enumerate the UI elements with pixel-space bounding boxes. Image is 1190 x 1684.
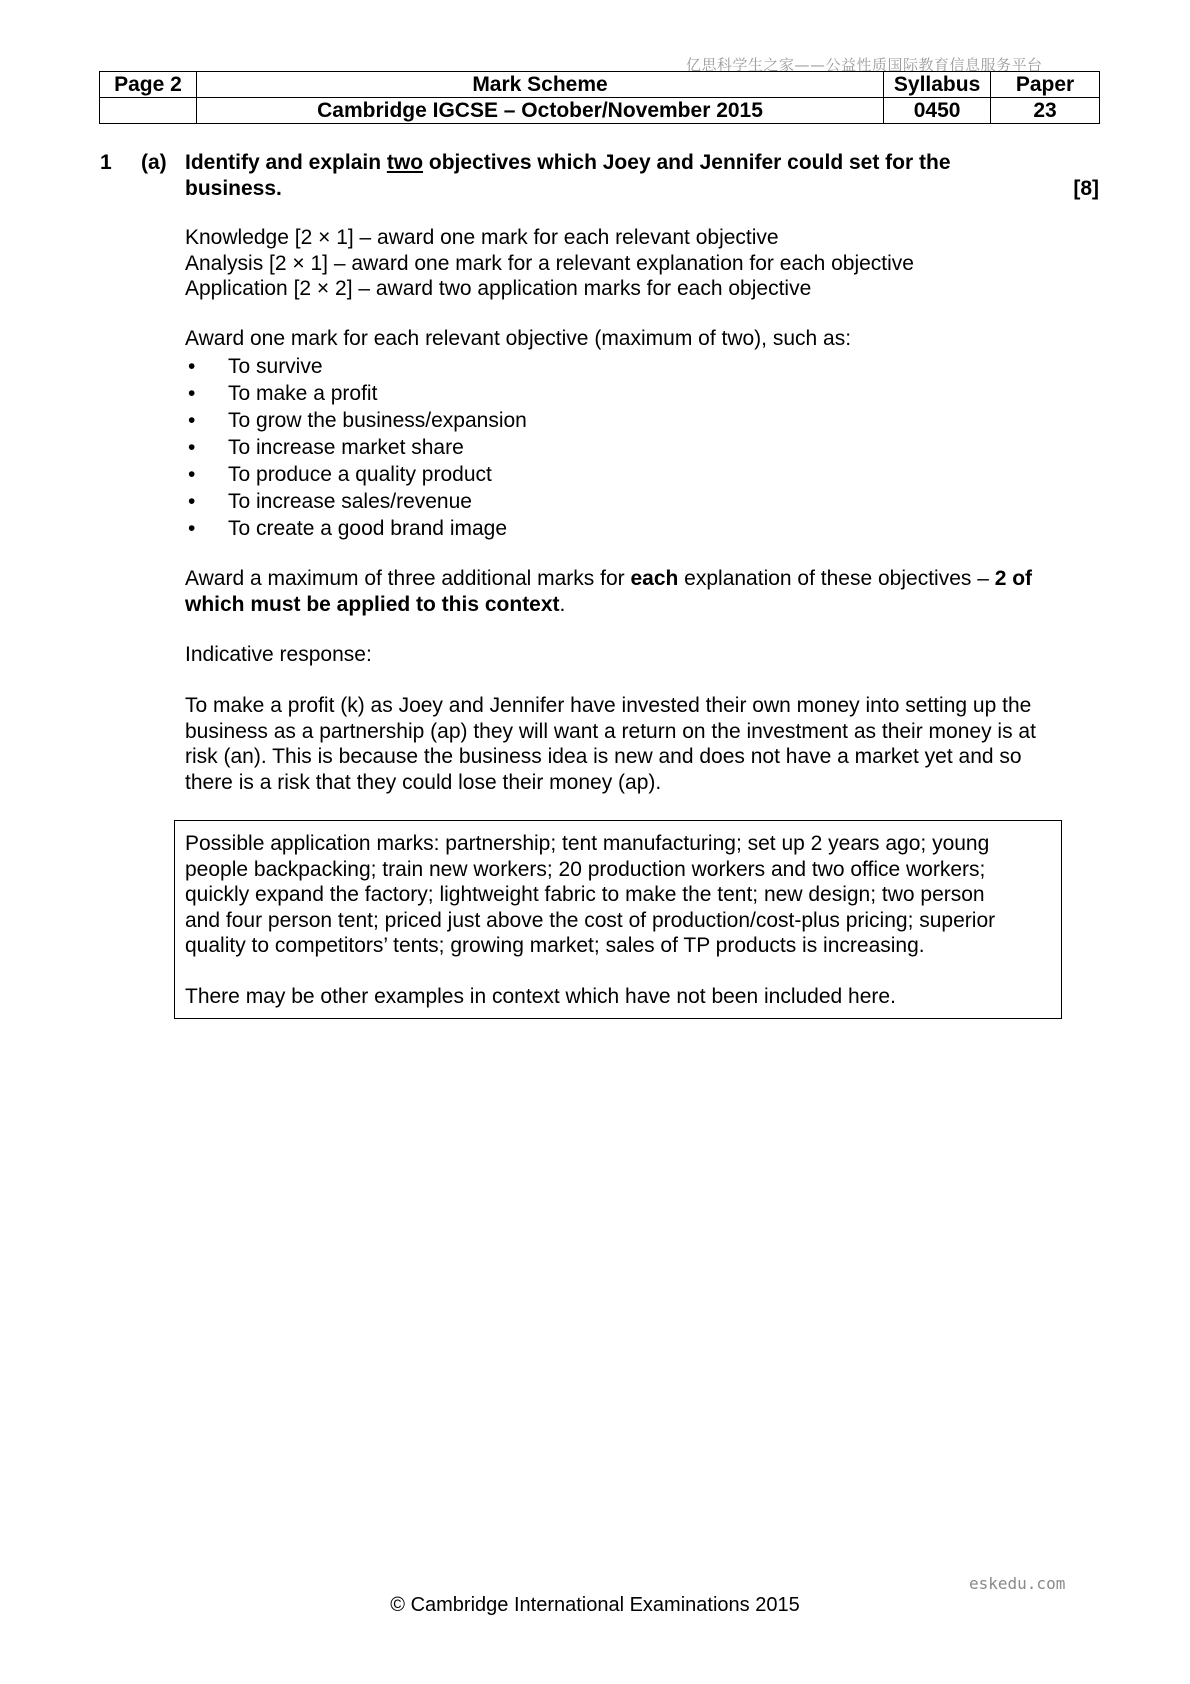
question-text bbox=[185, 150, 1015, 201]
syllabus-code: 0450 bbox=[884, 98, 991, 124]
criteria-list bbox=[185, 225, 1095, 302]
page-number: Page 2 bbox=[100, 72, 197, 98]
bullet-icon: • bbox=[188, 409, 196, 432]
indicative-line: To make a profit (k) as Joey and Jennifer have invested their own money into setting up the bbox=[185, 694, 1032, 717]
question-marks: [8] bbox=[1073, 177, 1099, 200]
question-text-post: objectives which Joey and Jennifer could set for the bbox=[423, 151, 951, 174]
question-part: (a) bbox=[141, 151, 167, 174]
additional-text-1: Award a maximum of three additional marks for bbox=[185, 567, 631, 590]
indicative-label bbox=[185, 642, 1095, 668]
list-item bbox=[185, 488, 1095, 515]
additional-marks-paragraph bbox=[185, 566, 1095, 617]
box-line: quickly expand the factory; lightweight fabric to make the tent; new design; two person bbox=[185, 883, 985, 906]
list-item bbox=[185, 407, 1095, 434]
box-line: and four person tent; priced just above the cost of production/cost-plus pricing; superior bbox=[185, 908, 996, 932]
list-item bbox=[185, 515, 1095, 542]
objectives-intro: Award one mark for each relevant objective (maximum of two), such as: bbox=[185, 327, 852, 350]
objective-text: To make a profit bbox=[228, 382, 378, 405]
header-table bbox=[99, 71, 1100, 124]
objectives-list bbox=[185, 353, 1095, 542]
list-item bbox=[185, 353, 1095, 380]
header-row-1 bbox=[100, 72, 1100, 98]
additional-text-3: . bbox=[559, 592, 566, 616]
criteria-knowledge: Knowledge [2 × 1] – award one mark for each relevant objective bbox=[185, 226, 779, 249]
objective-text: To produce a quality product bbox=[228, 463, 492, 486]
objective-text: To survive bbox=[228, 355, 323, 378]
objective-text: To increase sales/revenue bbox=[228, 490, 472, 513]
bullet-icon: • bbox=[188, 490, 196, 513]
indicative-line: there is a risk that they could lose their money (ap). bbox=[185, 770, 662, 794]
box-line: Possible application marks: partnership; tent manufacturing; set up 2 years ago; young bbox=[185, 832, 990, 855]
objectives-section bbox=[185, 326, 1095, 352]
application-marks-content bbox=[185, 831, 1055, 1009]
box-note: There may be other examples in context which have not been included here. bbox=[185, 984, 896, 1008]
header-row-2 bbox=[100, 98, 1100, 124]
bullet-icon: • bbox=[188, 382, 196, 405]
bullet-icon: • bbox=[188, 517, 196, 540]
list-item bbox=[185, 380, 1095, 407]
empty-cell bbox=[100, 98, 197, 124]
list-item bbox=[185, 461, 1095, 488]
application-marks-box bbox=[174, 820, 1062, 1019]
watermark-bottom: eskedu.com bbox=[969, 1574, 1066, 1593]
list-item bbox=[185, 434, 1095, 461]
objective-text: To increase market share bbox=[228, 436, 464, 459]
syllabus-label: Syllabus bbox=[884, 72, 991, 98]
objective-text: To grow the business/expansion bbox=[228, 409, 527, 432]
question-text-pre: Identify and explain bbox=[185, 151, 387, 174]
objective-text: To create a good brand image bbox=[228, 517, 508, 540]
bullet-icon: • bbox=[188, 436, 196, 459]
indicative-line: business as a partnership (ap) they will want a return on the investment as their money is at bbox=[185, 719, 1036, 743]
additional-bold-2of: 2 of bbox=[994, 567, 1033, 590]
bullet-icon: • bbox=[188, 355, 196, 378]
watermark-top: 亿思科学生之家——公益性质国际教育信息服务平台 bbox=[686, 56, 1043, 74]
indicative-label-text: Indicative response: bbox=[185, 643, 372, 666]
bullet-icon: • bbox=[188, 463, 196, 486]
criteria-analysis: Analysis [2 × 1] – award one mark for a relevant explanation for each objective bbox=[185, 251, 914, 275]
criteria-application: Application [2 × 2] – award two application marks for each objective bbox=[185, 277, 812, 300]
paper-number: 23 bbox=[991, 98, 1100, 124]
exam-name: Cambridge IGCSE – October/November 2015 bbox=[196, 98, 883, 124]
question-text-line2: business. bbox=[185, 176, 282, 200]
box-line: quality to competitors’ tents; growing market; sales of TP products is increasing. bbox=[185, 934, 925, 957]
additional-bold-each: each bbox=[630, 567, 679, 590]
copyright-footer: © Cambridge International Examinations 2015 bbox=[390, 1594, 800, 1616]
indicative-line: risk (an). This is because the business idea is new and does not have a market yet and so bbox=[185, 745, 1022, 768]
question-number: 1 bbox=[100, 151, 112, 174]
document-title: Mark Scheme bbox=[196, 72, 883, 98]
additional-text-2: explanation of these objectives – bbox=[678, 567, 995, 590]
paper-label: Paper bbox=[991, 72, 1100, 98]
question-text-underlined: two bbox=[386, 151, 424, 174]
box-line: people backpacking; train new workers; 20 production workers and two office workers; bbox=[185, 857, 986, 881]
indicative-response bbox=[185, 693, 1095, 795]
additional-bold-context: which must be applied to this context bbox=[185, 592, 560, 616]
